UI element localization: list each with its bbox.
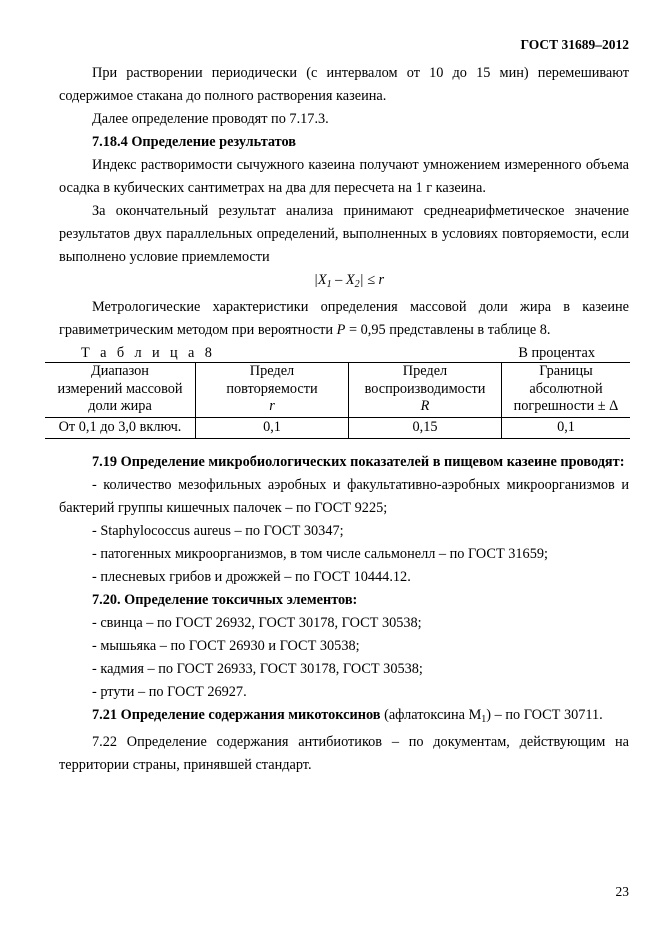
table-caption-row — [59, 344, 629, 362]
paragraph-dissolution: При растворении периодически (с интервалом от 10 до 15 мин) перемешивают содержимое стакана до полного растворения казеина. — [59, 65, 629, 104]
heading-7-18-4: 7.18.4 Определение результатов — [92, 134, 297, 150]
list-item: - Staphylococcus aureus – по ГОСТ 30347; — [92, 523, 344, 539]
list-item: - количество мезофильных аэробных и факультативно-аэробных микроорганизмов и бактерий группы кишечных палочек – по ГОСТ 9225; — [59, 477, 629, 516]
cell-error-bounds: 0,1 — [502, 417, 631, 439]
header-reproducibility: Предел воспроизводимости R — [349, 363, 502, 418]
table-8 — [45, 362, 630, 439]
header-range: Диапазон измерений массовой доли жира — [45, 363, 196, 418]
paragraph-7-22: 7.22 Определение содержания антибиотиков – по документам, действующим на территории страны, принявшей стандарт. — [59, 734, 629, 773]
document-page — [59, 0, 629, 936]
heading-7-19: 7.19 Определение микробиологических показателей в пищевом казеине проводят: — [92, 454, 625, 470]
list-item: - патогенных микроорганизмов, в том числе сальмонелл – по ГОСТ 31659; — [92, 546, 548, 562]
paragraph-final-result: За окончательный результат анализа принимают среднеарифметическое значение результатов двух параллельных определений, выполненных в условиях повторяемости, если выполнено условие приемлемости — [59, 203, 629, 265]
paragraph-metrology: Метрологические характеристики определения массовой доли жира в казеине гравиметрическим методом при вероятности P = 0,95 представлены в таблице 8. — [59, 299, 629, 338]
list-item: - ртути – по ГОСТ 26927. — [92, 684, 247, 700]
header-repeatability: Предел повторяемости r — [196, 363, 349, 418]
text-body — [59, 62, 629, 777]
cell-repeatability: 0,1 — [196, 417, 349, 439]
page-number: 23 — [615, 884, 629, 899]
table-row — [45, 417, 630, 439]
paragraph-solubility-index: Индекс растворимости сычужного казеина получают умножением измеренного объема осадка в кубических сантиметрах на два для пересчета на 1 г казеина. — [59, 157, 629, 196]
table-header-row — [45, 363, 630, 418]
list-item: - мышьяка – по ГОСТ 26930 и ГОСТ 30538; — [92, 638, 360, 654]
acceptability-formula: $|X_1 - X_2| \le r$ — [313, 272, 385, 290]
standard-header: ГОСТ 31689–2012 — [520, 37, 629, 52]
table-unit: В процентах — [518, 345, 595, 361]
list-item: - свинца – по ГОСТ 26932, ГОСТ 30178, ГОСТ 30538; — [92, 615, 422, 631]
heading-7-20: 7.20. Определение токсичных элементов: — [92, 592, 358, 608]
cell-reproducibility: 0,15 — [349, 417, 502, 439]
cell-range: От 0,1 до 3,0 включ. — [45, 417, 196, 439]
list-item: - плесневых грибов и дрожжей – по ГОСТ 10444.12. — [92, 569, 411, 585]
list-item: - кадмия – по ГОСТ 26933, ГОСТ 30178, ГОСТ 30538; — [92, 661, 423, 677]
paragraph-7-21: 7.21 Определение содержания микотоксинов (афлатоксина $М_1$) – по ГОСТ 30711. — [92, 707, 603, 725]
header-error-bounds: Границы абсолютной погрешности ± Δ — [502, 363, 631, 418]
table-caption: Т а б л и ц а 8 — [81, 345, 216, 361]
paragraph-further: Далее определение проводят по 7.17.3. — [92, 111, 329, 127]
